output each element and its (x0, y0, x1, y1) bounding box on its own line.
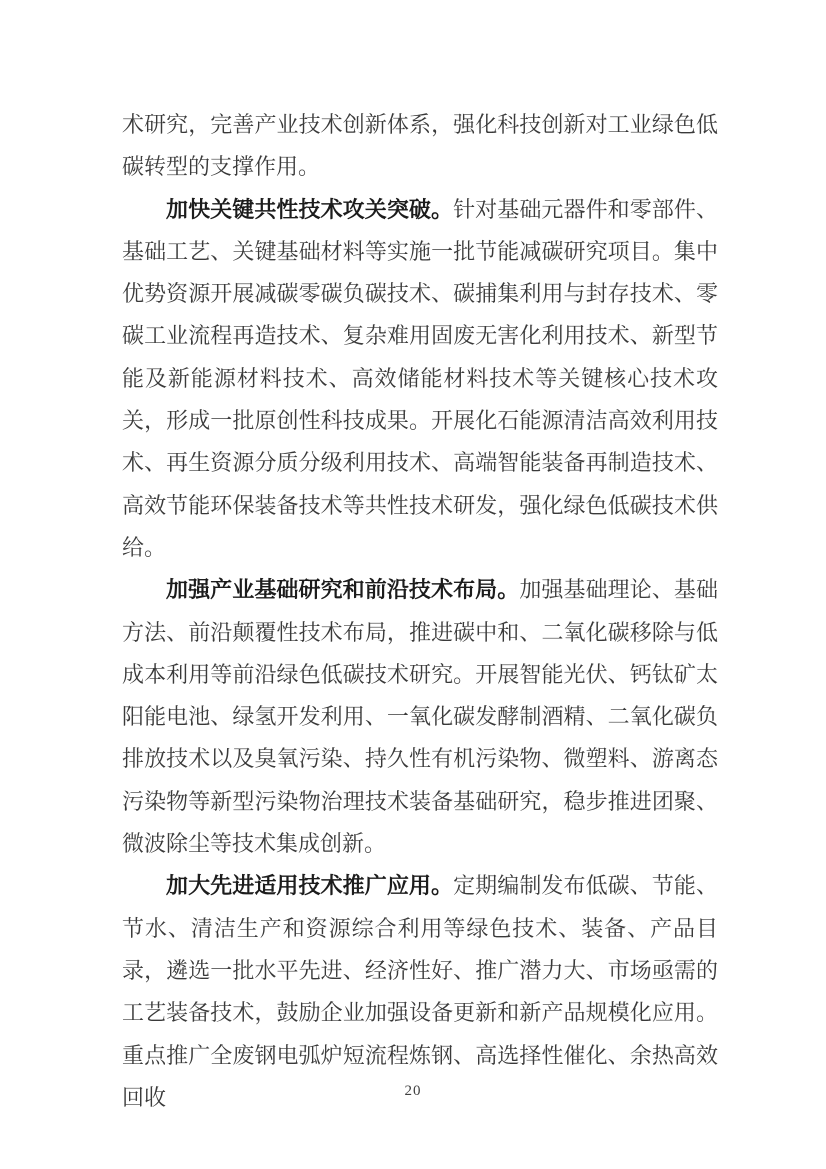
paragraph-body: 加强基础理论、基础方法、前沿颠覆性技术布局，推进碳中和、二氧化碳移除与低成本利用等前沿绿色低碳技术研究。开展智能光伏、钙钛矿太阳能电池、绿氢开发利用、一氧化碳发酵制酒精、二氧化碳负排放技术以及臭氧污染、持久性有机污染物、微塑料、游离态污染物等新型污染物治理技术装备基础研究，稳步推进团聚、微波除尘等技术集成创新。 (122, 577, 718, 857)
paragraph (122, 189, 718, 570)
paragraph-lead-heading: 加大先进适用技术推广应用。 (166, 873, 454, 899)
paragraph-body: 术研究，完善产业技术创新体系，强化科技创新对工业绿色低碳转型的支撑作用。 (122, 112, 718, 180)
page-footer (0, 1082, 826, 1100)
document-text-block (122, 104, 718, 1119)
paragraph (122, 569, 718, 865)
paragraph-body: 针对基础元器件和零部件、基础工艺、关键基础材料等实施一批节能减碳研究项目。集中优势资源开展减碳零碳负碳技术、碳捕集利用与封存技术、零碳工业流程再造技术、复杂难用固废无害化利用技术、新型节能及新能源材料技术、高效储能材料技术等关键核心技术攻关，形成一批原创性科技成果。开展化石能源清洁高效利用技术、再生资源分质分级利用技术、高端智能装备再制造技术、高效节能环保装备技术等共性技术研发，强化绿色低碳技术供给。 (122, 196, 718, 560)
paragraph-continuation (122, 104, 718, 189)
paragraph-lead-heading: 加强产业基础研究和前沿技术布局。 (166, 577, 520, 603)
page-number: 20 (404, 1083, 422, 1099)
paragraph-body: 定期编制发布低碳、节能、节水、清洁生产和资源综合利用等绿色技术、装备、产品目录，遴选一批水平先进、经济性好、推广潜力大、市场亟需的工艺装备技术，鼓励企业加强设备更新和新产品规模化应用。重点推广全废钢电弧炉短流程炼钢、高选择性催化、余热高效回收 (122, 873, 718, 1110)
paragraph-lead-heading: 加快关键共性技术攻关突破。 (166, 196, 454, 222)
